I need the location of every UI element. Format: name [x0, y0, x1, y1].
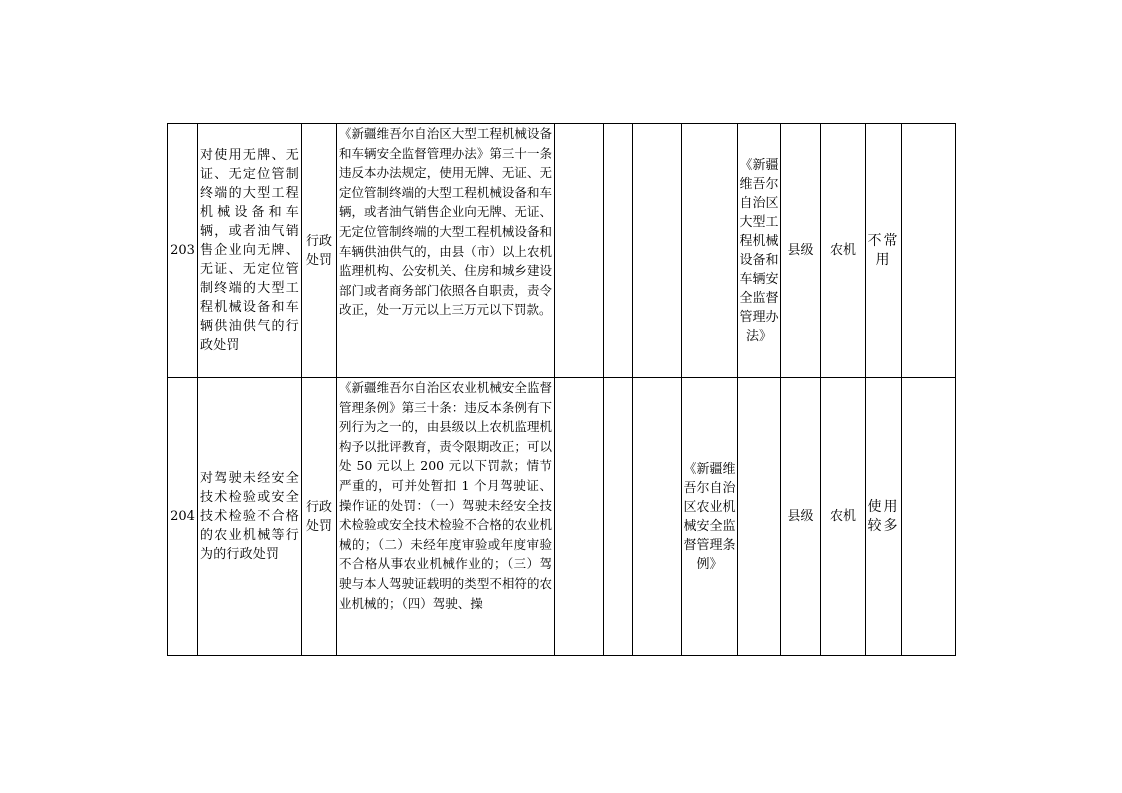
item-type: 行政处罚: [302, 124, 337, 378]
empty-cell: [555, 378, 604, 656]
source-document-a: 《新疆维吾尔自治区农业机械安全监督管理条例》: [682, 378, 738, 656]
table-row: [168, 124, 956, 378]
empty-cell: [555, 124, 604, 378]
empty-cell: [604, 378, 633, 656]
source-document-a: [682, 124, 738, 378]
item-name: 对驾驶未经安全技术检验或安全技术检验不合格的农业机械等行为的行政处罚: [198, 378, 302, 656]
remark-cell: [902, 124, 956, 378]
department-cell: 农机: [821, 124, 866, 378]
source-document-b: 《新疆维吾尔自治区大型工程机械设备和车辆安全监督管理办法》: [738, 124, 781, 378]
frequency-cell: 使用较多: [866, 378, 902, 656]
row-number: 204: [168, 378, 198, 656]
item-type: 行政处罚: [302, 378, 337, 656]
legal-basis: 《新疆维吾尔自治区大型工程机械设备和车辆安全监督管理办法》第三十一条 违反本办法规定，使用无牌、无证、无定位管制终端的大型工程机械设备和车辆，或者油气销售企业向无牌、无证、无定位管制终端的大型工程机械设备和车辆供油供气的，由县（市）以上农机监理机构、公安机关、住房和城乡建设部门或者商务部门依照各自职责，责令改正，处一万元以上三万元以下罚款。: [337, 124, 555, 378]
table-row: [168, 378, 956, 656]
empty-cell: [633, 124, 682, 378]
legal-basis: 《新疆维吾尔自治区农业机械安全监督管理条例》第三十条：违反本条例有下列行为之一的，由县级以上农机监理机构予以批评教育，责令限期改正；可以处 50 元以上 200 元以下罚款；情节严重的，可并处暂扣 1 个月驾驶证、操作证的处罚：（一）驾驶未经安全技术检验或安全技术检验不合格的农业机械的；（二）未经年度审验或年度审验不合格从事农业机械作业的；（三）驾驶与本人驾驶证载明的类型不相符的农业机械的；（四）驾驶、操: [337, 378, 555, 656]
empty-cell: [633, 378, 682, 656]
level-cell: 县级: [781, 124, 821, 378]
item-name: 对使用无牌、无证、无定位管制终端的大型工程机械设备和车辆，或者油气销售企业向无牌、无证、无定位管制终端的大型工程机械设备和车辆供油供气的行政处罚: [198, 124, 302, 378]
level-cell: 县级: [781, 378, 821, 656]
document-table: [167, 123, 956, 656]
frequency-cell: 不常用: [866, 124, 902, 378]
remark-cell: [902, 378, 956, 656]
row-number: 203: [168, 124, 198, 378]
source-document-b: [738, 378, 781, 656]
department-cell: 农机: [821, 378, 866, 656]
empty-cell: [604, 124, 633, 378]
